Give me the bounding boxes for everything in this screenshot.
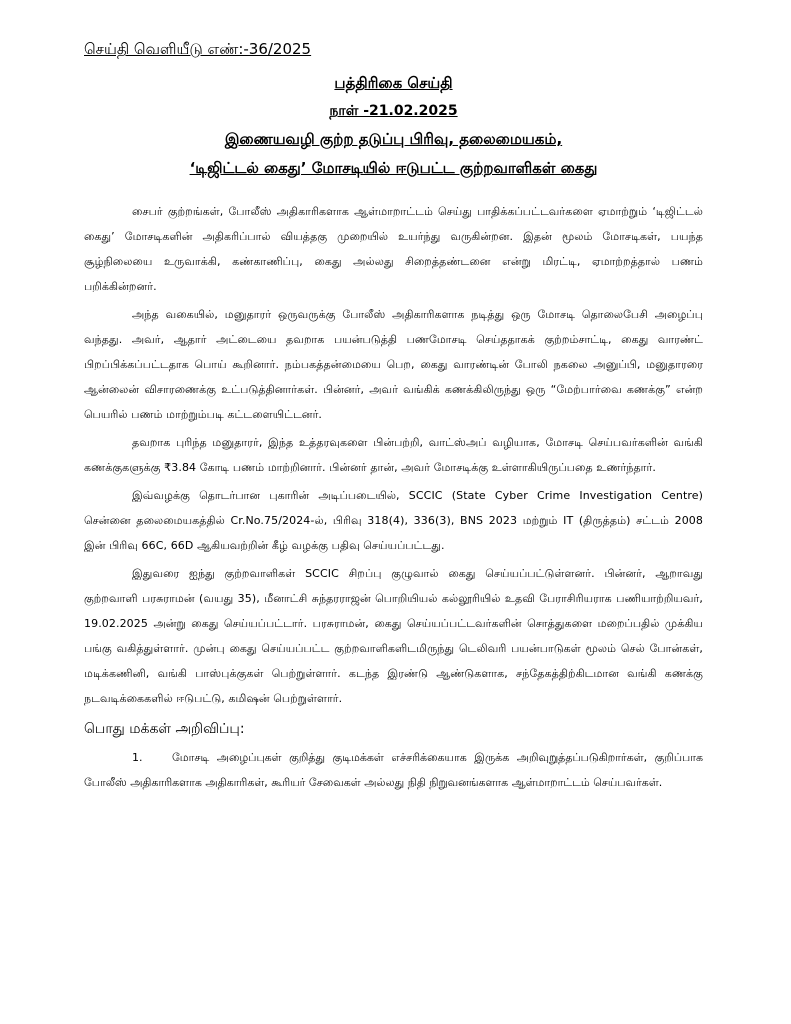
paragraph-intro: சைபர் குற்றங்கள், போலீஸ் அதிகாரிகளாக ஆள்மாறாட்டம் செய்து பாதிக்கப்பட்டவர்களை ஏமாற்றும் ‘டிஜிட்டல் கைது’ மோசடிகளின் அதிகரிப்பால் வியத்தகு முறையில் உயர்ந்து வருகின்றன. இதன் மூலம் மோசடிகள், பயந்த சூழ்நிலையை உருவாக்கி, கண்காணிப்பு, கைது அல்லது சிறைத்தண்டனை என்று மிரட்டி, ஏமாற்றத்தால் பணம் பறிக்கின்றனர்.: [84, 205, 703, 293]
press-release-title: பத்திரிகை செய்தி: [334, 74, 453, 92]
public-notice-title: பொது மக்கள் அறிவிப்பு:: [84, 721, 245, 737]
paragraph-transfer: தவறாக புரிந்த மனுதாரர், இந்த உத்தரவுகளை பின்பற்றி, வாட்ஸ்அப் வழியாக, மோசடி செய்பவர்களின் வங்கி கணக்குகளுக்கு ₹3.84 கோடி பணம் மாற்றினார். பின்னர் தான், அவர் மோசடிக்கு உள்ளாகியிருப்பதை உணர்ந்தார்.: [84, 436, 703, 474]
paragraph-arrests: இதுவரை ஐந்து குற்றவாளிகள் SCCIC சிறப்பு குழுவால் கைது செய்யப்பட்டுள்ளனர். பின்னர், ஆறாவது குற்றவாளி பரசுராமன் (வயது 35), மீனாட்சி சுந்தரராஜன் பொறியியல் கல்லூரியில் உதவி பேராசிரியராக பணியாற்றியவர், 19.02.2025 அன்று கைது செய்யப்பட்டார். பரசுராமன், கைது செய்யப்பட்டவர்களின் சொத்துகளை மறைப்பதில் முக்கிய பங்கு வகித்துள்ளார். முன்பு கைது செய்யப்பட்ட குற்றவாளிகளிடமிருந்து டெலிவரி பயன்பாடுகள் மூலம் செல் போன்கள், மடிக்கணினி, வங்கி பாஸ்புக்குகள் பெற்றுள்ளார். கடந்த இரண்டு ஆண்டுகளாக, சந்தேகத்திற்கிடமான வங்கி கணக்கு நடவடிக்கைகளில் ஈடுபட்டு, கமிஷன் பெற்றுள்ளார்.: [84, 567, 703, 705]
notice-item-text: மோசடி அழைப்புகள் குறித்து குடிமக்கள் எச்சரிக்கையாக இருக்க அறிவுறுத்தப்படுகிறார்கள், குறிப்பாக போலீஸ் அதிகாரிகளாக அதிகாரிகள், கூரியர் சேவைகள் அல்லது நிதி நிறுவனங்களாக ஆள்மாறாட்டம் செய்பவர்கள்.: [84, 751, 703, 789]
paragraph-case-registration: இவ்வழக்கு தொடர்பான புகாரின் அடிப்படையில், SCCIC (State Cyber Crime Investigation Centre) சென்னை தலைமையகத்தில் Cr.No.75/2024-ல், பிரிவு 318(4), 336(3), BNS 2023 மற்றும் IT (திருத்தம்) சட்டம் 2008 இன் பிரிவு 66C, 66D ஆகியவற்றின் கீழ் வழக்கு பதிவு செய்யப்பட்டது.: [84, 489, 703, 552]
notice-item: [84, 745, 703, 795]
notice-item-number: 1.: [132, 751, 143, 764]
headline: ‘டிஜிட்டல் கைது’ மோசடியில் ஈடுபட்ட குற்றவாளிகள் கைது: [189, 159, 598, 177]
release-date: நாள் -21.02.2025: [329, 103, 458, 119]
department-name: இணையவழி குற்ற தடுப்பு பிரிவு, தலைமையகம்,: [224, 130, 563, 148]
public-notice-list: [84, 745, 703, 795]
release-number: செய்தி வெளியீடு எண்:-36/2025: [84, 40, 312, 58]
paragraph-incident: அந்த வகையில், மனுதாரர் ஒருவருக்கு போலீஸ் அதிகாரிகளாக நடித்து ஒரு மோசடி தொலைபேசி அழைப்பு வந்தது. அவர், ஆதார் அட்டையை தவறாக பயன்படுத்தி பணமோசடி செய்ததாகக் குற்றம்சாட்டி, கைது வாரண்ட் பிறப்பிக்கப்பட்டதாக பொய் கூறினார். நம்பகத்தன்மையை பெற, கைது வாரண்டின் போலி நகலை அனுப்பி, மனுதாரரை ஆன்லைன் விசாரணைக்கு உட்படுத்தினார்கள். பின்னர், அவர் வங்கிக் கணக்கிலிருந்து ஒரு “மேற்பார்வை கணக்கு” என்ற பெயரில் பணம் மாற்றும்படி கட்டளையிட்டனர்.: [84, 308, 703, 421]
